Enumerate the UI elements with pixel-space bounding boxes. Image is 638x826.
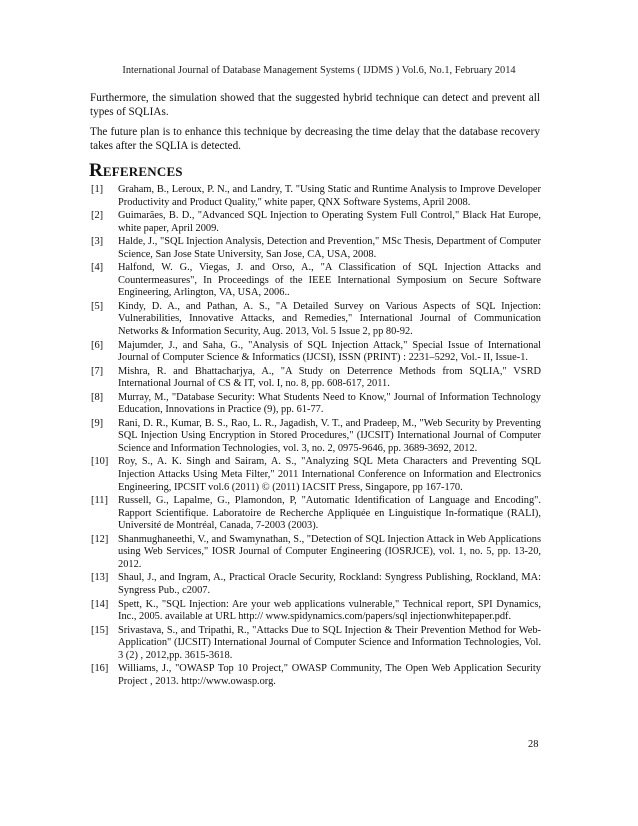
reference-text: Halfond, W. G., Viegas, J. and Orso, A., "A Classification of SQL Injection Attacks and Countermeasures", In Proceedings of the IEEE International Symposium on Secure Software Engineering, Arlington, VA, USA, 2006.. (118, 262, 541, 299)
reference-item (91, 366, 541, 391)
reference-number: [11] (91, 495, 108, 507)
reference-item (91, 392, 541, 417)
reference-number: [15] (91, 624, 109, 636)
reference-text: Shanmughaneethi, V., and Swamynathan, S., "Detection of SQL Injection Attack in Web Applications using Web Services," IOSR Journal of Computer Engineering (IOSRJCE), vol. 1, no. 5, pp. 13-20, 2012. (118, 533, 541, 570)
references-heading-rest: EFERENCES (102, 164, 183, 179)
conclusion-paragraph-1: Furthermore, the simulation showed that the suggested hybrid technique can detect and prevent all types of SQLIAs. (90, 92, 540, 118)
reference-text: Majumder, J., and Saha, G., "Analysis of SQL Injection Attack," Special Issue of International Journal of Computer Science & Informatics (IJCSI), ISSN (PRINT) : 2231–5292, Vol.- II, Issue-1. (118, 339, 541, 364)
reference-item (91, 418, 541, 456)
reference-text: Kindy, D. A., and Pathan, A. S., "A Detailed Survey on Various Aspects of SQL Injection: Vulnerabilities, Innovative Attacks, and Remedies," International Journal of Communication Networks & Information Security, Aug. 2013, Vol. 5 Issue 2, pp 80-92. (118, 300, 541, 338)
reference-text: Rani, D. R., Kumar, B. S., Rao, L. R., Jagadish, V. T., and Pradeep, M., "Web Security by Preventing SQL Injection Using Encryption in Stored Procedures," (IJCSIT) International Journal of Computer Science and Information Technologies, vol. 3, no. 2, 0975-9646, pp. 3689-3692, 2012. (118, 417, 541, 454)
reference-number: [4] (91, 262, 104, 274)
reference-text: Spett, K., "SQL Injection: Are your web applications vulnerable," Technical report, SPI Dynamics, Inc., 2005. available at URL http:// www.spidynamics.com/papers/sql injectionwhitepaper.pdf. (118, 598, 541, 623)
conclusion-paragraph-2: The future plan is to enhance this technique by decreasing the time delay that the database recovery takes after the SQLIA is detected. (90, 126, 540, 152)
reference-number: [9] (91, 417, 104, 429)
reference-item (91, 495, 541, 533)
reference-text: Graham, B., Leroux, P. N., and Landry, T. "Using Static and Runtime Analysis to Improve Developer Productivity and Product Quality," white paper, QNX Software Systems, April 2008. (118, 184, 541, 208)
reference-number: [7] (91, 365, 104, 377)
reference-number: [14] (91, 598, 109, 610)
reference-item (91, 236, 541, 261)
reference-list (91, 184, 541, 689)
reference-number: [8] (91, 391, 104, 403)
reference-item (91, 340, 541, 365)
reference-number: [3] (91, 236, 104, 248)
references-heading-initial: R (89, 160, 103, 181)
reference-item (91, 210, 541, 235)
running-header: International Journal of Database Management Systems ( IJDMS ) Vol.6, No.1, February 2014 (122, 65, 516, 76)
reference-item (91, 301, 541, 339)
reference-text: Roy, S., A. K. Singh and Sairam, A. S., "Analyzing SQL Meta Characters and Preventing SQL Injection Attacks Using Meta Filter," 2011 International Conference on Information and Electronics Engineering, IPCSIT vol.6 (2011) © (2011) IACSIT Press, Singapore, pp 167-170. (118, 456, 541, 493)
reference-item (91, 663, 541, 688)
reference-item (91, 262, 541, 300)
reference-text: Srivastava, S., and Tripathi, R., "Attacks Due to SQL Injection & Their Prevention Method for Web-Application" (IJCSIT) International Journal of Computer Science and Information Technologies, Vol. 3 (2) , 2012,pp. 3615-3618. (118, 624, 541, 661)
reference-number: [2] (91, 210, 104, 222)
reference-item (91, 456, 541, 494)
reference-number: [12] (91, 533, 109, 545)
reference-number: [6] (91, 339, 104, 351)
reference-item (91, 625, 541, 663)
reference-text: Guimarães, B. D., "Advanced SQL Injection to Operating System Full Control," Black Hat Europe, white paper, April 2009. (118, 210, 541, 234)
page-number: 28 (528, 739, 539, 750)
reference-item (91, 572, 541, 597)
reference-number: [1] (91, 184, 104, 195)
reference-text: Mishra, R. and Bhattacharjya, A., "A Study on Deterrence Methods from SQLIA," VSRD International Journal of CS & IT, vol. I, no. 8, pp. 608-617, 2011. (118, 365, 541, 390)
reference-text: Russell, G., Lapalme, G., Plamondon, P, "Automatic Identification of Language and Encoding". Rapport Scientifique. Laboratoire de Recherche Appliquée en Linguistique In-formatique (RALI), Université de Montréal, Canada, 7-2003 (2003). (118, 495, 541, 532)
references-heading (89, 160, 183, 182)
reference-text: Shaul, J., and Ingram, A., Practical Oracle Security, Rockland: Syngress Publishing, Rockland, MA: Syngress Pub., c2007. (118, 572, 541, 596)
reference-text: Williams, J., "OWASP Top 10 Project," OWASP Community, The Open Web Application Security Project , 2013. http://www.owasp.org. (118, 663, 541, 687)
reference-text: Murray, M., "Database Security: What Students Need to Know," Journal of Information Technology Education, Innovations in Practice (9), pp. 61-77. (118, 391, 541, 416)
reference-item (91, 184, 541, 209)
reference-text: Halde, J., "SQL Injection Analysis, Detection and Prevention," MSc Thesis, Department of Computer Science, San Jose State University, San Jose, CA, USA, 2008. (118, 236, 541, 260)
reference-number: [10] (91, 456, 109, 468)
reference-number: [13] (91, 572, 109, 584)
reference-item (91, 534, 541, 572)
reference-item (91, 599, 541, 624)
reference-number: [5] (91, 300, 104, 312)
reference-number: [16] (91, 663, 109, 675)
